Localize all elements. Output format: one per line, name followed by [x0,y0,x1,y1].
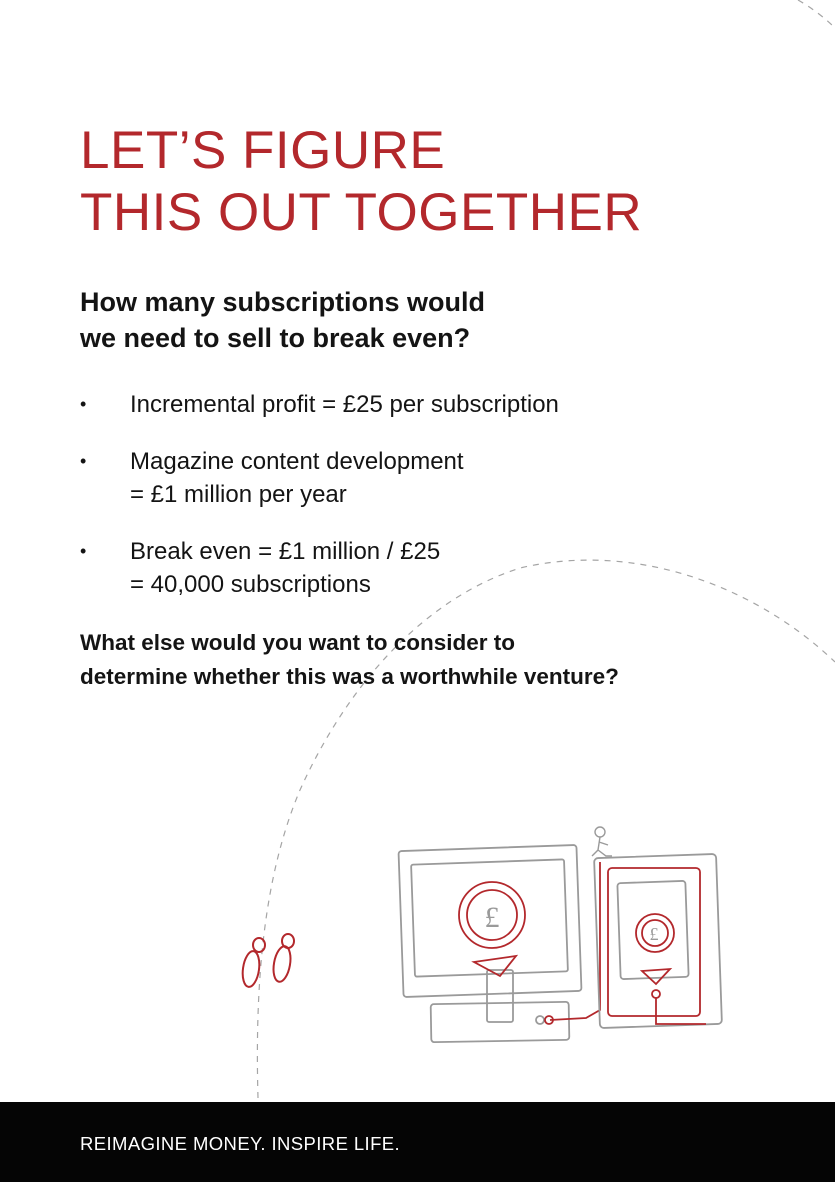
question-line-1: How many subscriptions would [80,287,486,317]
footer-tagline: REIMAGINE MONEY. INSPIRE LIFE. [80,1133,401,1154]
page-title [80,120,642,244]
list-item-text: = 40,000 subscriptions [130,571,371,598]
desktop-monitor-icon [399,845,582,1042]
list-item [80,535,700,601]
title-line-1: LET’S FIGURE [80,121,446,180]
footprints-icon [241,934,294,988]
question2-line-1: What else would you want to consider to [80,630,516,655]
monitor-coin-icon [459,862,600,1024]
break-even-question [80,284,485,356]
list-item [80,388,700,421]
list-item-text: Incremental profit = £25 per subscription [130,391,559,418]
bullet-dot: • [80,541,87,561]
title-line-2: THIS OUT TOGETHER [80,183,643,242]
bullet-dot: • [80,394,87,414]
tablet-coin-symbol: £ [649,924,659,944]
person-figure-icon [592,827,612,856]
list-item [80,445,700,511]
monitor-coin-symbol: £ [484,901,500,934]
tablet-coin-icon [636,914,706,1024]
question2-line-2: determine whether this was a worthwhile venture? [80,664,619,689]
list-item-text: = £1 million per year [130,481,347,508]
list-item-text: Magazine content development [130,448,464,475]
dashed-corner-path [798,0,835,28]
footer-bar [0,1102,835,1182]
tablet-icon [594,854,722,1028]
bullet-dot: • [80,451,87,471]
question-line-2: we need to sell to break even? [80,323,471,353]
list-item-text: Break even = £1 million / £25 [130,538,441,565]
calculation-list [80,388,700,601]
consideration-question [80,626,619,694]
